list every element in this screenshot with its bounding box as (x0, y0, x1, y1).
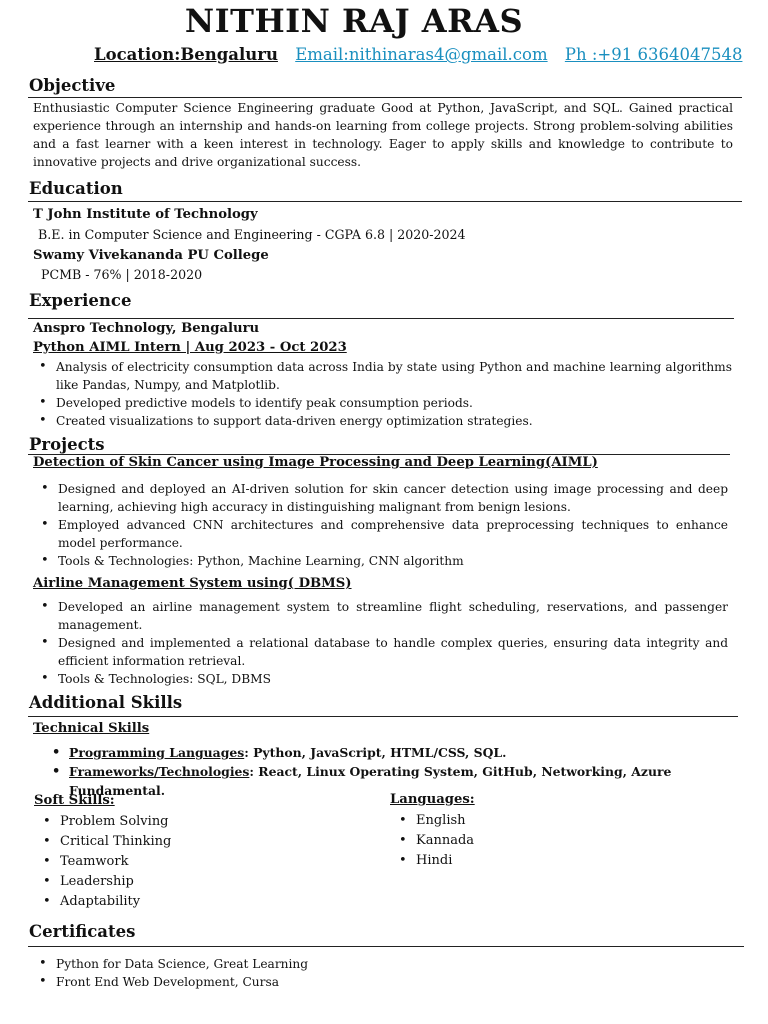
soft-skills-heading: Soft Skills: (34, 793, 115, 808)
list-item: • Designed and deployed an AI-driven solution for skin cancer detection using image processing and deep learning, achieving high accuracy in distinguishing malignant from benign lesions. (58, 480, 728, 516)
skill-value: : React, Linux Operating System, GitHub, Networking, Azure Fundamental. (69, 764, 672, 798)
languages-list (416, 811, 716, 871)
list-item: • Teamwork (60, 852, 360, 872)
project-title: Detection of Skin Cancer using Image Processing and Deep Learning(AIML) (33, 455, 598, 470)
soft-skills-list (60, 812, 360, 912)
list-item: • Problem Solving (60, 812, 360, 832)
contact-line (94, 45, 742, 64)
list-item: • Adaptability (60, 892, 360, 912)
list-item: • Critical Thinking (60, 832, 360, 852)
candidate-name: NITHIN RAJ ARAS (184, 2, 524, 40)
education-heading: Education (29, 179, 123, 198)
experience-company: Anspro Technology, Bengaluru (33, 321, 260, 336)
list-item: • Tools & Technologies: Python, Machine Learning, CNN algorithm (58, 552, 728, 570)
objective-divider (28, 97, 742, 98)
projects-heading: Projects (29, 435, 105, 454)
education-detail: PCMB - 76% | 2018-2020 (41, 267, 203, 282)
education-school: Swamy Vivekananda PU College (33, 248, 269, 263)
list-item: • Created visualizations to support data-driven energy optimization strategies. (56, 412, 732, 430)
phone-link[interactable]: Ph :+91 6364047548 (564, 45, 743, 64)
list-item: • Kannada (416, 831, 716, 851)
objective-heading: Objective (29, 76, 116, 95)
technical-skills-heading: Technical Skills (33, 721, 150, 736)
email-link[interactable]: Email:nithinaras4@gmail.com (295, 45, 548, 64)
languages-heading: Languages: (390, 792, 475, 807)
objective-text: Enthusiastic Computer Science Engineering graduate Good at Python, JavaScript, and SQL. Gained practical experience through an internship and hands-on learning from college projects. Strong problem-solving abilities and a fast learner with a keen interest in technology. Eager to apply skills and knowledge to contribute to innovative projects and drive organizational success. (33, 101, 733, 169)
certificates-divider (28, 946, 744, 947)
project-title: Airline Management System using( DBMS) (33, 576, 352, 591)
list-item: • Designed and implemented a relational database to handle complex queries, ensuring data integrity and efficient information retrieval. (58, 634, 728, 670)
skill-label: Frameworks/Technologies (69, 764, 250, 779)
experience-heading: Experience (29, 291, 132, 310)
experience-bullets (56, 358, 732, 430)
list-item: • Employed advanced CNN architectures and comprehensive data preprocessing techniques to enhance model performance. (58, 516, 728, 552)
experience-role: Python AIML Intern | Aug 2023 - Oct 2023 (33, 340, 347, 355)
experience-divider (28, 318, 734, 319)
education-school: T John Institute of Technology (33, 207, 258, 222)
list-item: • English (416, 811, 716, 831)
education-detail: B.E. in Computer Science and Engineering - CGPA 6.8 | 2020-2024 (38, 227, 466, 242)
project-bullets (58, 480, 728, 570)
certificates-list (56, 955, 656, 991)
certificates-heading: Certificates (29, 922, 136, 941)
list-item: • Tools & Technologies: SQL, DBMS (58, 670, 728, 688)
list-item: • Analysis of electricity consumption data across India by state using Python and machine learning algorithms like Pandas, Numpy, and Matplotlib. (56, 358, 732, 394)
skills-heading: Additional Skills (29, 693, 183, 712)
list-item: • Hindi (416, 851, 716, 871)
list-item: • Front End Web Development, Cursa (56, 973, 656, 991)
skill-value: : Python, JavaScript, HTML/CSS, SQL. (244, 745, 507, 760)
list-item: • Leadership (60, 872, 360, 892)
education-divider (28, 201, 742, 202)
location-text: Location:Bengaluru (94, 45, 278, 64)
list-item: • Python for Data Science, Great Learning (56, 955, 656, 973)
list-item: • Developed predictive models to identify peak consumption periods. (56, 394, 732, 412)
list-item: • Developed an airline management system to streamline flight scheduling, reservations, and passenger management. (58, 598, 728, 634)
skill-label: Programming Languages (69, 745, 245, 760)
skills-divider (28, 716, 738, 717)
list-item (69, 743, 749, 762)
project-bullets (58, 598, 728, 688)
